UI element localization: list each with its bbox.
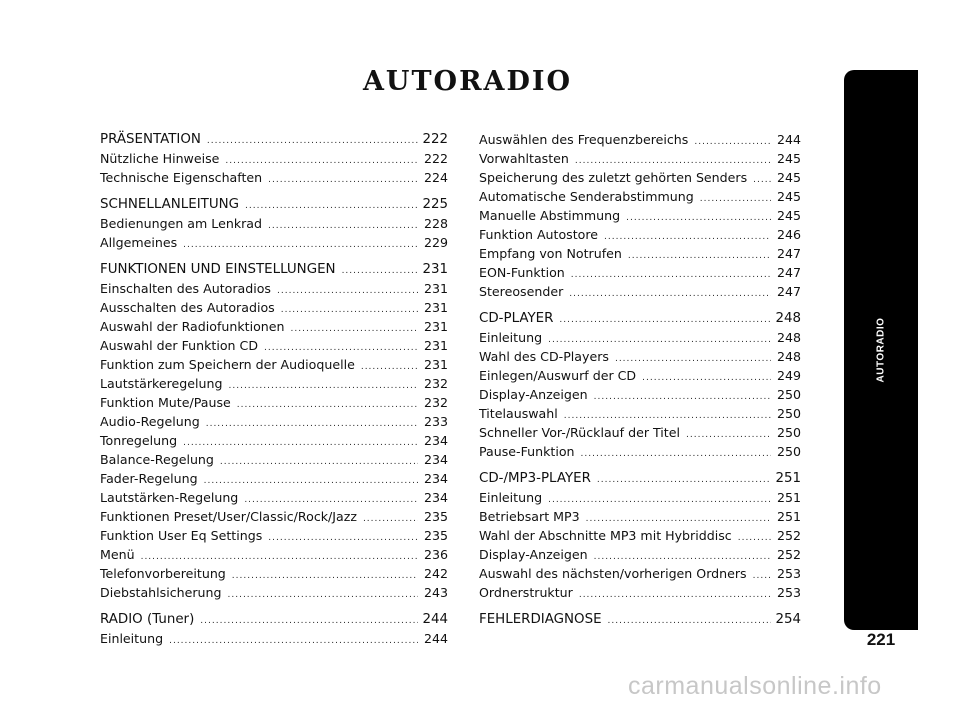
page-number: 221 (866, 630, 896, 649)
toc-entry (479, 206, 801, 225)
toc-leader-dots (628, 247, 771, 266)
toc-entry-label: Technische Eigenschaften (100, 170, 263, 185)
toc-leader-dots (342, 262, 418, 281)
toc-page-number: 249 (776, 368, 801, 383)
toc-entry-label: Schneller Vor-/Rücklauf der Titel (479, 425, 680, 440)
toc-entry (100, 374, 448, 393)
toc-section-heading (100, 260, 448, 279)
toc-entry-label: Auswahl des nächsten/vorherigen Ordners (479, 566, 747, 581)
toc-entry-label: Titelauswahl (479, 406, 558, 421)
toc-entry (479, 404, 801, 423)
toc-entry (100, 629, 448, 648)
toc-entry-label: Betriebsart MP3 (479, 509, 580, 524)
toc-entry (479, 488, 801, 507)
toc-entry (479, 545, 801, 564)
toc-entry-label: Wahl der Abschnitte MP3 mit Hybriddisc (479, 528, 732, 543)
toc-entry (100, 168, 448, 187)
toc-page-number: 242 (423, 566, 448, 581)
toc-entry (100, 279, 448, 298)
toc-page-number: 231 (423, 357, 448, 372)
toc-page-number: 250 (776, 387, 801, 402)
toc-entry-label: Ordnerstruktur (479, 585, 573, 600)
toc-entry (479, 282, 801, 301)
toc-entry (100, 214, 448, 233)
toc-entry (100, 488, 448, 507)
toc-page-number: 246 (776, 227, 801, 242)
toc-entry-label: Ausschalten des Autoradios (100, 300, 275, 315)
toc-entry-label: Funktion User Eq Settings (100, 528, 263, 543)
toc-entry-label: Manuelle Abstimmung (479, 208, 621, 223)
toc-entry-label: Display-Anzeigen (479, 387, 588, 402)
toc-page-number: 245 (776, 189, 801, 204)
toc-page-number: 234 (423, 471, 448, 486)
toc-page-number: 248 (775, 311, 801, 326)
toc-page-number: 252 (776, 547, 801, 562)
toc-entry-label: Auswahl der Radiofunktionen (100, 319, 285, 334)
toc-entry-label: Fader-Regelung (100, 471, 198, 486)
toc-leader-dots (581, 445, 771, 464)
toc-page-number: 250 (776, 406, 801, 421)
toc-entry (100, 149, 448, 168)
toc-entry (479, 187, 801, 206)
toc-leader-dots (268, 171, 418, 190)
toc-page-number: 245 (776, 170, 801, 185)
toc-entry-label: Lautstärkeregelung (100, 376, 223, 391)
toc-page-number: 250 (776, 425, 801, 440)
toc-page-number: 231 (422, 262, 448, 277)
toc-entry-label: PRÄSENTATION (100, 132, 201, 147)
toc-page-number: 231 (423, 300, 448, 315)
toc-entry-label: Pause-Funktion (479, 444, 575, 459)
toc-leader-dots (220, 453, 418, 472)
toc-leader-dots (361, 358, 418, 377)
toc-leader-dots (548, 491, 771, 510)
toc-entry-label: Allgemeines (100, 235, 178, 250)
toc-entry (100, 412, 448, 431)
toc-page-number: 235 (423, 528, 448, 543)
toc-entry (479, 526, 801, 545)
toc-entry (479, 130, 801, 149)
toc-entry (100, 526, 448, 545)
toc-section-heading (479, 610, 801, 629)
toc-entry (100, 564, 448, 583)
toc-entry (479, 385, 801, 404)
toc-leader-dots (232, 567, 418, 586)
toc-entry (479, 442, 801, 461)
toc-right-column (479, 130, 801, 629)
toc-entry-label: Display-Anzeigen (479, 547, 588, 562)
toc-entry-label: SCHNELLANLEITUNG (100, 197, 240, 212)
toc-entry (100, 298, 448, 317)
toc-entry-label: EON-Funktion (479, 265, 565, 280)
toc-entry-label: Lautstärken-Regelung (100, 490, 239, 505)
toc-page-number: 244 (423, 631, 448, 646)
toc-page-number: 233 (423, 414, 448, 429)
toc-leader-dots (268, 529, 418, 548)
toc-leader-dots (608, 612, 771, 631)
toc-page-number: 253 (776, 566, 801, 581)
toc-page-number: 243 (423, 585, 448, 600)
toc-page-number: 231 (423, 319, 448, 334)
toc-leader-dots (738, 529, 771, 548)
toc-section-heading (479, 469, 801, 488)
toc-entry-label: Einleitung (479, 490, 543, 505)
toc-entry (100, 355, 448, 374)
toc-entry (100, 469, 448, 488)
toc-leader-dots (700, 190, 771, 209)
toc-page-number: 245 (776, 151, 801, 166)
toc-page-number: 236 (423, 547, 448, 562)
toc-page-number: 232 (423, 395, 448, 410)
toc-leader-dots (594, 388, 771, 407)
toc-leader-dots (268, 217, 418, 236)
toc-entry (479, 423, 801, 442)
toc-leader-dots (183, 434, 418, 453)
page-title: AUTORADIO (362, 66, 573, 97)
toc-page-number: 248 (776, 349, 801, 364)
toc-entry (479, 244, 801, 263)
toc-page-number: 247 (776, 284, 801, 299)
toc-entry-label: Funktion Mute/Pause (100, 395, 231, 410)
toc-leader-dots (207, 132, 418, 151)
toc-leader-dots (686, 426, 771, 445)
toc-entry (479, 583, 801, 602)
toc-page-number: 247 (776, 265, 801, 280)
toc-section-heading (100, 195, 448, 214)
toc-page-number: 251 (776, 490, 801, 505)
toc-page-number: 235 (423, 509, 448, 524)
toc-entry (100, 317, 448, 336)
toc-entry-label: Telefonvorbereitung (100, 566, 226, 581)
toc-page-number: 251 (776, 509, 801, 524)
toc-entry-label: Balance-Regelung (100, 452, 214, 467)
toc-entry-label: CD-PLAYER (479, 311, 554, 326)
toc-entry-label: Nützliche Hinweise (100, 151, 220, 166)
toc-page-number: 252 (776, 528, 801, 543)
toc-entry-label: Diebstahlsicherung (100, 585, 222, 600)
toc-entry-label: CD-/MP3-PLAYER (479, 471, 591, 486)
toc-leader-dots (183, 236, 418, 255)
toc-page-number: 253 (776, 585, 801, 600)
toc-entry-label: Audio-Regelung (100, 414, 200, 429)
toc-entry (479, 149, 801, 168)
toc-leader-dots (597, 471, 771, 490)
toc-entry-label: Automatische Senderabstimmung (479, 189, 694, 204)
toc-page-number: 234 (423, 452, 448, 467)
toc-entry-label: Stereosender (479, 284, 564, 299)
toc-leader-dots (615, 350, 771, 369)
toc-leader-dots (571, 266, 771, 285)
toc-entry (100, 336, 448, 355)
toc-leader-dots (559, 311, 771, 330)
toc-page-number: 225 (422, 197, 448, 212)
toc-page-number: 248 (776, 330, 801, 345)
toc-section-heading (100, 610, 448, 629)
toc-entry-label: FEHLERDIAGNOSE (479, 612, 602, 627)
toc-entry-label: Funktion Autostore (479, 227, 599, 242)
toc-leader-dots (569, 285, 771, 304)
toc-page-number: 250 (776, 444, 801, 459)
toc-leader-dots (604, 228, 771, 247)
toc-page-number: 245 (776, 208, 801, 223)
toc-leader-dots (169, 632, 418, 651)
toc-page-number: 222 (423, 151, 448, 166)
toc-leader-dots (277, 282, 418, 301)
toc-page-number: 229 (423, 235, 448, 250)
toc-entry-label: Auswahl der Funktion CD (100, 338, 259, 353)
toc-entry-label: Tonregelung (100, 433, 178, 448)
toc-page-number: 228 (423, 216, 448, 231)
toc-entry-label: Einleitung (479, 330, 543, 345)
toc-page-number: 254 (775, 612, 801, 627)
toc-leader-dots (229, 377, 419, 396)
toc-leader-dots (291, 320, 418, 339)
toc-entry-label: Vorwahltasten (479, 151, 569, 166)
toc-entry-label: Funktion zum Speichern der Audioquelle (100, 357, 355, 372)
toc-leader-dots (753, 567, 771, 586)
side-tab-label: AUTORADIO (875, 317, 887, 383)
toc-entry (479, 347, 801, 366)
toc-leader-dots (363, 510, 418, 529)
toc-entry (479, 507, 801, 526)
toc-entry-label: Wahl des CD-Players (479, 349, 609, 364)
toc-page-number: 247 (776, 246, 801, 261)
toc-section-heading (479, 309, 801, 328)
toc-entry (479, 225, 801, 244)
toc-entry-label: RADIO (Tuner) (100, 612, 195, 627)
toc-page-number: 231 (423, 281, 448, 296)
toc-leader-dots (228, 586, 419, 605)
toc-entry (100, 545, 448, 564)
toc-entry-label: Einlegen/Auswurf der CD (479, 368, 637, 383)
toc-page-number: 244 (776, 132, 801, 147)
toc-entry-label: Speicherung des zuletzt gehörten Senders (479, 170, 748, 185)
toc-entry (100, 450, 448, 469)
toc-leader-dots (245, 197, 418, 216)
toc-entry-label: Funktionen Preset/User/Classic/Rock/Jazz (100, 509, 357, 524)
toc-leader-dots (694, 133, 771, 152)
toc-entry-label: Bedienungen am Lenkrad (100, 216, 262, 231)
toc-entry (100, 393, 448, 412)
toc-section-heading (100, 130, 448, 149)
toc-page-number: 234 (423, 433, 448, 448)
toc-leader-dots (237, 396, 418, 415)
toc-entry (479, 328, 801, 347)
toc-leader-dots (579, 586, 771, 605)
toc-entry (100, 431, 448, 450)
toc-page-number: 222 (422, 132, 448, 147)
toc-entry (100, 583, 448, 602)
toc-page-number: 234 (423, 490, 448, 505)
toc-entry-label: Menü (100, 547, 135, 562)
watermark: carmanualsonline.info (628, 672, 882, 700)
toc-leader-dots (753, 171, 771, 190)
toc-entry (479, 564, 801, 583)
toc-left-column (100, 130, 448, 648)
toc-leader-dots (200, 612, 418, 631)
toc-entry-label: Einschalten des Autoradios (100, 281, 271, 296)
toc-entry-label: Auswählen des Frequenzbereichs (479, 132, 689, 147)
toc-leader-dots (642, 369, 771, 388)
toc-entry (479, 168, 801, 187)
toc-entry-label: Empfang von Notrufen (479, 246, 622, 261)
toc-entry (479, 263, 801, 282)
toc-entry-label: FUNKTIONEN UND EINSTELLUNGEN (100, 262, 336, 277)
toc-entry-label: Einleitung (100, 631, 164, 646)
toc-entry (100, 233, 448, 252)
toc-leader-dots (626, 209, 771, 228)
section-side-tab (844, 70, 918, 630)
toc-page-number: 231 (423, 338, 448, 353)
toc-leader-dots (206, 415, 418, 434)
toc-page-number: 251 (775, 471, 801, 486)
toc-entry (100, 507, 448, 526)
toc-page-number: 244 (422, 612, 448, 627)
toc-page-number: 224 (423, 170, 448, 185)
toc-leader-dots (281, 301, 418, 320)
toc-page-number: 232 (423, 376, 448, 391)
